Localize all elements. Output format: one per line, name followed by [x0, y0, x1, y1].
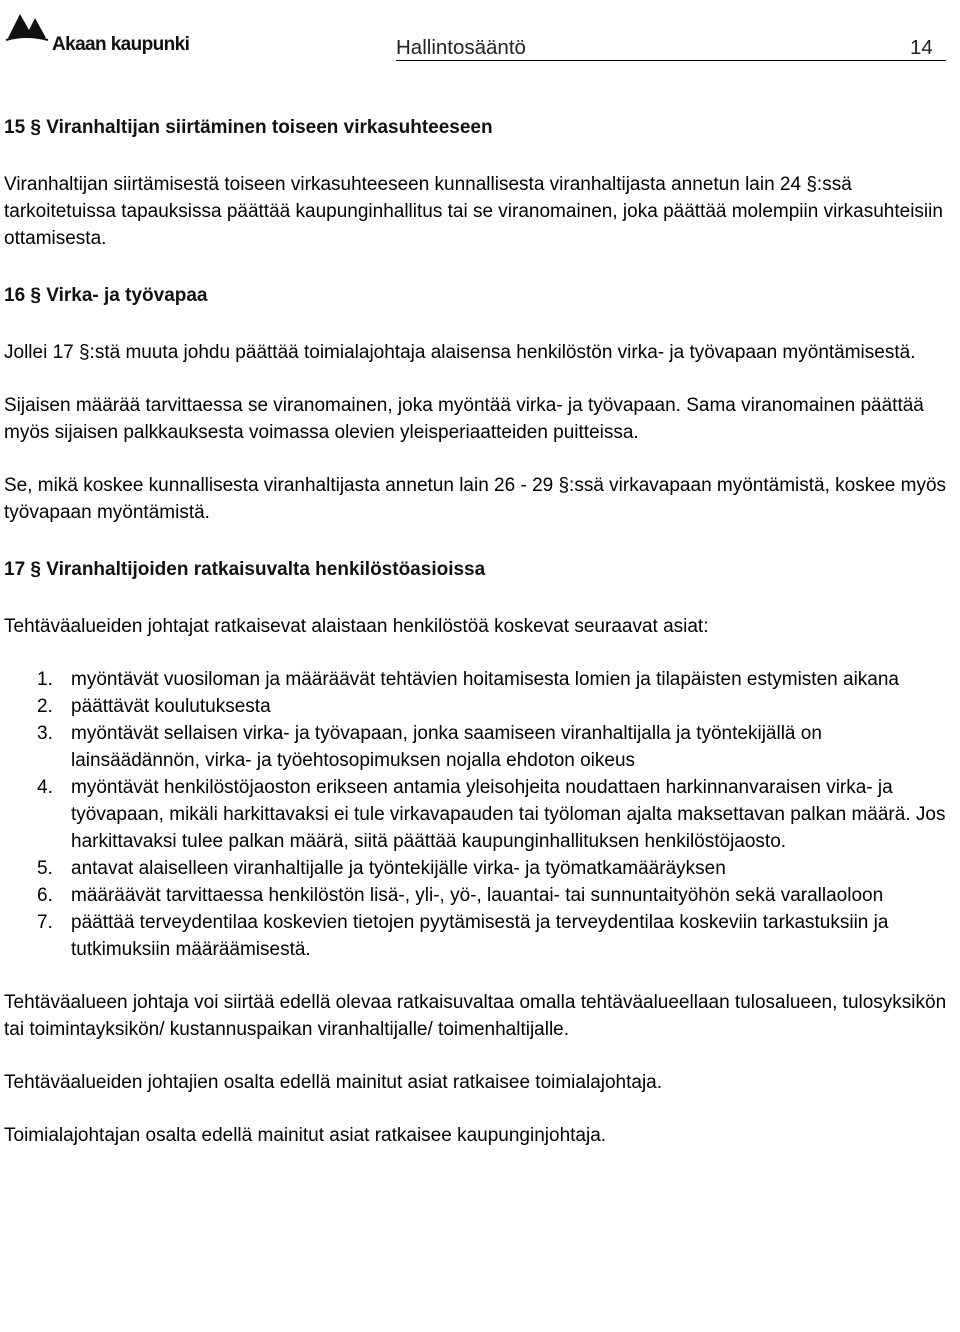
section-17-paragraph: Tehtäväalueiden johtajien osalta edellä mainitut asiat ratkaisee toimialajohtaja. [4, 1072, 663, 1093]
list-item-text: myöntävät vuosiloman ja määräävät tehtävien hoitamisesta lomien ja tilapäisten estymisten aikana [71, 669, 899, 690]
list-item-text: antavat alaiselleen viranhaltijalle ja työntekijälle virka- ja työmatkamääräyksen [71, 858, 726, 879]
list-item [4, 666, 956, 693]
list-item-text: myöntävät henkilöstöjaoston erikseen antamia yleisohjeita noudattaen harkinnanvaraisen virka- ja työvapaan, mikäli harkittavaksi ei tule virkavapauden tai työloman ajalta maksettavan palkan määrä. Jos harkittavaksi tulee palkan määrä, siitä päättää kaupunginhallituksen henkilöstöjaosto. [71, 777, 946, 852]
list-item-number: 3. [37, 723, 53, 744]
list-item-text: päättävät koulutuksesta [71, 696, 271, 717]
list-item-text: määräävät tarvittaessa henkilöstön lisä-, yli-, yö-, lauantai- tai sunnuntaityöhön sekä varallaoloon [71, 885, 884, 906]
list-item-text: päättää terveydentilaa koskevien tietojen pyytämisestä ja terveydentilaa koskeviin tarkastuksiin ja tutkimuksiin määräämisestä. [71, 912, 889, 960]
list-item-number: 6. [37, 885, 53, 906]
list-item-number: 1. [37, 669, 53, 690]
list-item-number: 7. [37, 912, 53, 933]
section-17-paragraph: Tehtäväalueen johtaja voi siirtää edellä olevaa ratkaisuvaltaa omalla tehtäväalueellaan tulosalueen, tulosyksikön tai toimintayksikön/ kustannuspaikan viranhaltijalle/ toimenhaltijalle. [4, 992, 947, 1040]
list-item [4, 774, 956, 855]
section-15-paragraph: Viranhaltijan siirtämisestä toiseen virkasuhteeseen kunnallisesta viranhaltijasta annetun lain 24 §:ssä tarkoitetuissa tapauksissa päättää kaupunginhallitus tai se viranomainen, joka päättää molempiin virkasuhteisiin ottamisesta. [4, 174, 943, 249]
section-16-paragraph: Sijaisen määrää tarvittaessa se viranomainen, joka myöntää virka- ja työvapaan. Sama viranomainen päättää myös sijaisen palkkauksesta voimassa olevien yleisperiaatteiden puitteissa. [4, 395, 924, 443]
city-logo [2, 2, 192, 54]
decision-list [4, 666, 956, 963]
list-item-number: 2. [37, 696, 53, 717]
section-17-paragraph: Toimialajohtajan osalta edellä mainitut asiat ratkaisee kaupunginjohtaja. [4, 1125, 607, 1146]
akaa-logo-icon [2, 2, 192, 54]
list-item [4, 720, 956, 774]
header-divider [396, 60, 946, 61]
section-17-heading: 17 § Viranhaltijoiden ratkaisuvalta henkilöstöasioissa [4, 559, 486, 580]
list-item [4, 693, 956, 720]
section-15-heading: 15 § Viranhaltijan siirtäminen toiseen virkasuhteeseen [4, 117, 493, 138]
page-number: 14 [910, 36, 933, 59]
section-16-heading: 16 § Virka- ja työvapaa [4, 285, 208, 306]
document-body [4, 114, 956, 1149]
svg-text:Akaan kaupunki: Akaan kaupunki [52, 34, 190, 54]
section-16-paragraph: Jollei 17 §:stä muuta johdu päättää toimialajohtaja alaisensa henkilöstön virka- ja työvapaan myöntämisestä. [4, 342, 916, 363]
list-item-number: 5. [37, 858, 53, 879]
list-item [4, 882, 956, 909]
list-item [4, 909, 956, 963]
section-16-paragraph: Se, mikä koskee kunnallisesta viranhaltijasta annetun lain 26 - 29 §:ssä virkavapaan myöntämistä, koskee myös työvapaan myöntämistä. [4, 475, 947, 523]
document-title: Hallintosääntö [396, 36, 526, 59]
section-17-intro: Tehtäväalueiden johtajat ratkaisevat alaistaan henkilöstöä koskevat seuraavat asiat: [4, 616, 709, 637]
list-item-number: 4. [37, 777, 53, 798]
list-item [4, 855, 956, 882]
list-item-text: myöntävät sellaisen virka- ja työvapaan, jonka saamiseen viranhaltijalla ja työntekijällä on lainsäädännön, virka- ja työehtosopimuksen nojalla ehdoton oikeus [71, 723, 822, 771]
